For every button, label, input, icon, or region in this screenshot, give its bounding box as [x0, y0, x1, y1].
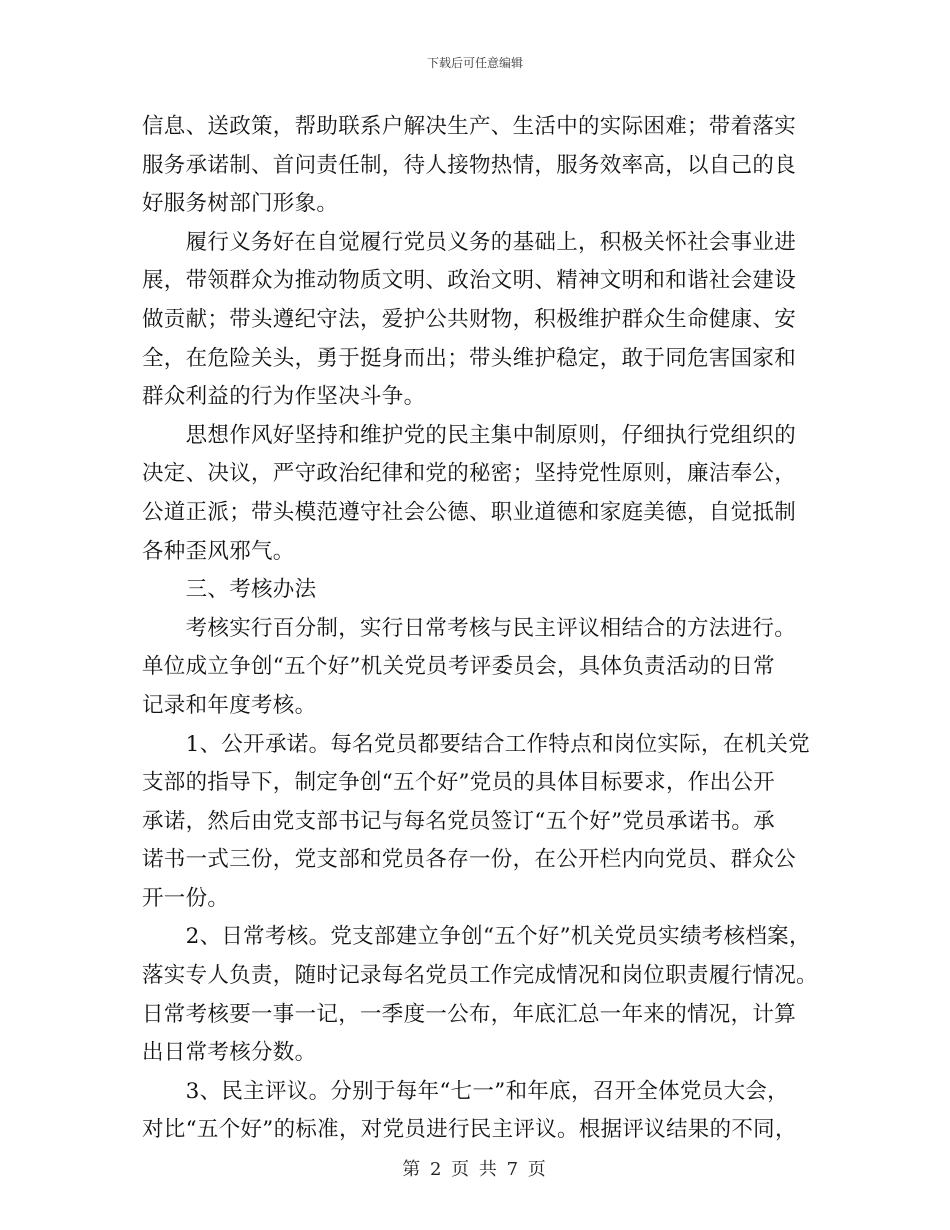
text-line: 承诺，然后由党支部书记与每名党员签订“五个好”党员承诺书。承	[142, 808, 775, 834]
text-line: 日常考核要一事一记，一季度一公布，年底汇总一年来的情况，计算	[142, 1001, 797, 1027]
text-line: 决定、决议，严守政治纪律和党的秘密；坚持党性原则，廉洁奉公，	[142, 461, 797, 487]
text-line: 好服务树部门形象。	[142, 191, 339, 217]
page-footer: 第 2 页 共 7 页	[402, 1159, 548, 1180]
text-line: 3、民主评议。分别于每年“七一”和年底，召开全体党员大会，	[142, 1078, 789, 1104]
body-text	[142, 108, 818, 1150]
text-line: 开一份。	[142, 885, 230, 911]
text-line: 出日常考核分数。	[142, 1040, 317, 1066]
text-line: 信息、送政策，帮助联系户解决生产、生活中的实际困难；带着落实	[142, 114, 797, 139]
text-line: 1、公开承诺。每名党员都要结合工作特点和岗位实际，在机关党	[142, 731, 810, 757]
text-line: 考核实行百分制，实行日常考核与民主评议相结合的方法进行。	[142, 615, 797, 641]
text-line: 履行义务好在自觉履行党员义务的基础上，积极关怀社会事业进	[142, 229, 797, 255]
text-line: 服务承诺制、首问责任制，待人接物热情，服务效率高，以自己的良	[142, 152, 797, 178]
text-line: 支部的指导下，制定争创“五个好”党员的具体目标要求，作出公开	[142, 770, 775, 796]
text-line: 各种歪风邪气。	[142, 538, 295, 564]
text-line: 做贡献；带头遵纪守法，爱护公共财物，积极维护群众生命健康、安	[142, 306, 797, 332]
text-line: 全，在危险关头，勇于挺身而出；带头维护稳定，敢于同危害国家和	[142, 345, 797, 371]
section-heading: 三、考核办法	[142, 577, 317, 603]
page-header: 下载后可任意编辑	[426, 56, 523, 70]
text-line: 对比“五个好”的标准，对党员进行民主评议。根据评议结果的不同，	[142, 1117, 797, 1143]
text-line: 群众利益的行为作坚决斗争。	[142, 384, 426, 410]
text-line: 思想作风好坚持和维护党的民主集中制原则，仔细执行党组织的	[142, 422, 797, 448]
text-line: 记录和年度考核。	[142, 692, 317, 718]
text-line: 落实专人负责，随时记录每名党员工作完成情况和岗位职责履行情况。	[142, 963, 818, 989]
text-line: 单位成立争创“五个好”机关党员考评委员会，具体负责活动的日常	[142, 654, 775, 680]
text-line: 公道正派；带头模范遵守社会公德、职业道德和家庭美德，自觉抵制	[142, 499, 797, 525]
text-line: 展，带领群众为推动物质文明、政治文明、精神文明和和谐社会建设	[142, 268, 797, 294]
text-line: 诺书一式三份，党支部和党员各存一份，在公开栏内向党员、群众公	[142, 847, 797, 873]
text-line: 2、日常考核。党支部建立争创“五个好”机关党员实绩考核档案，	[142, 924, 811, 950]
